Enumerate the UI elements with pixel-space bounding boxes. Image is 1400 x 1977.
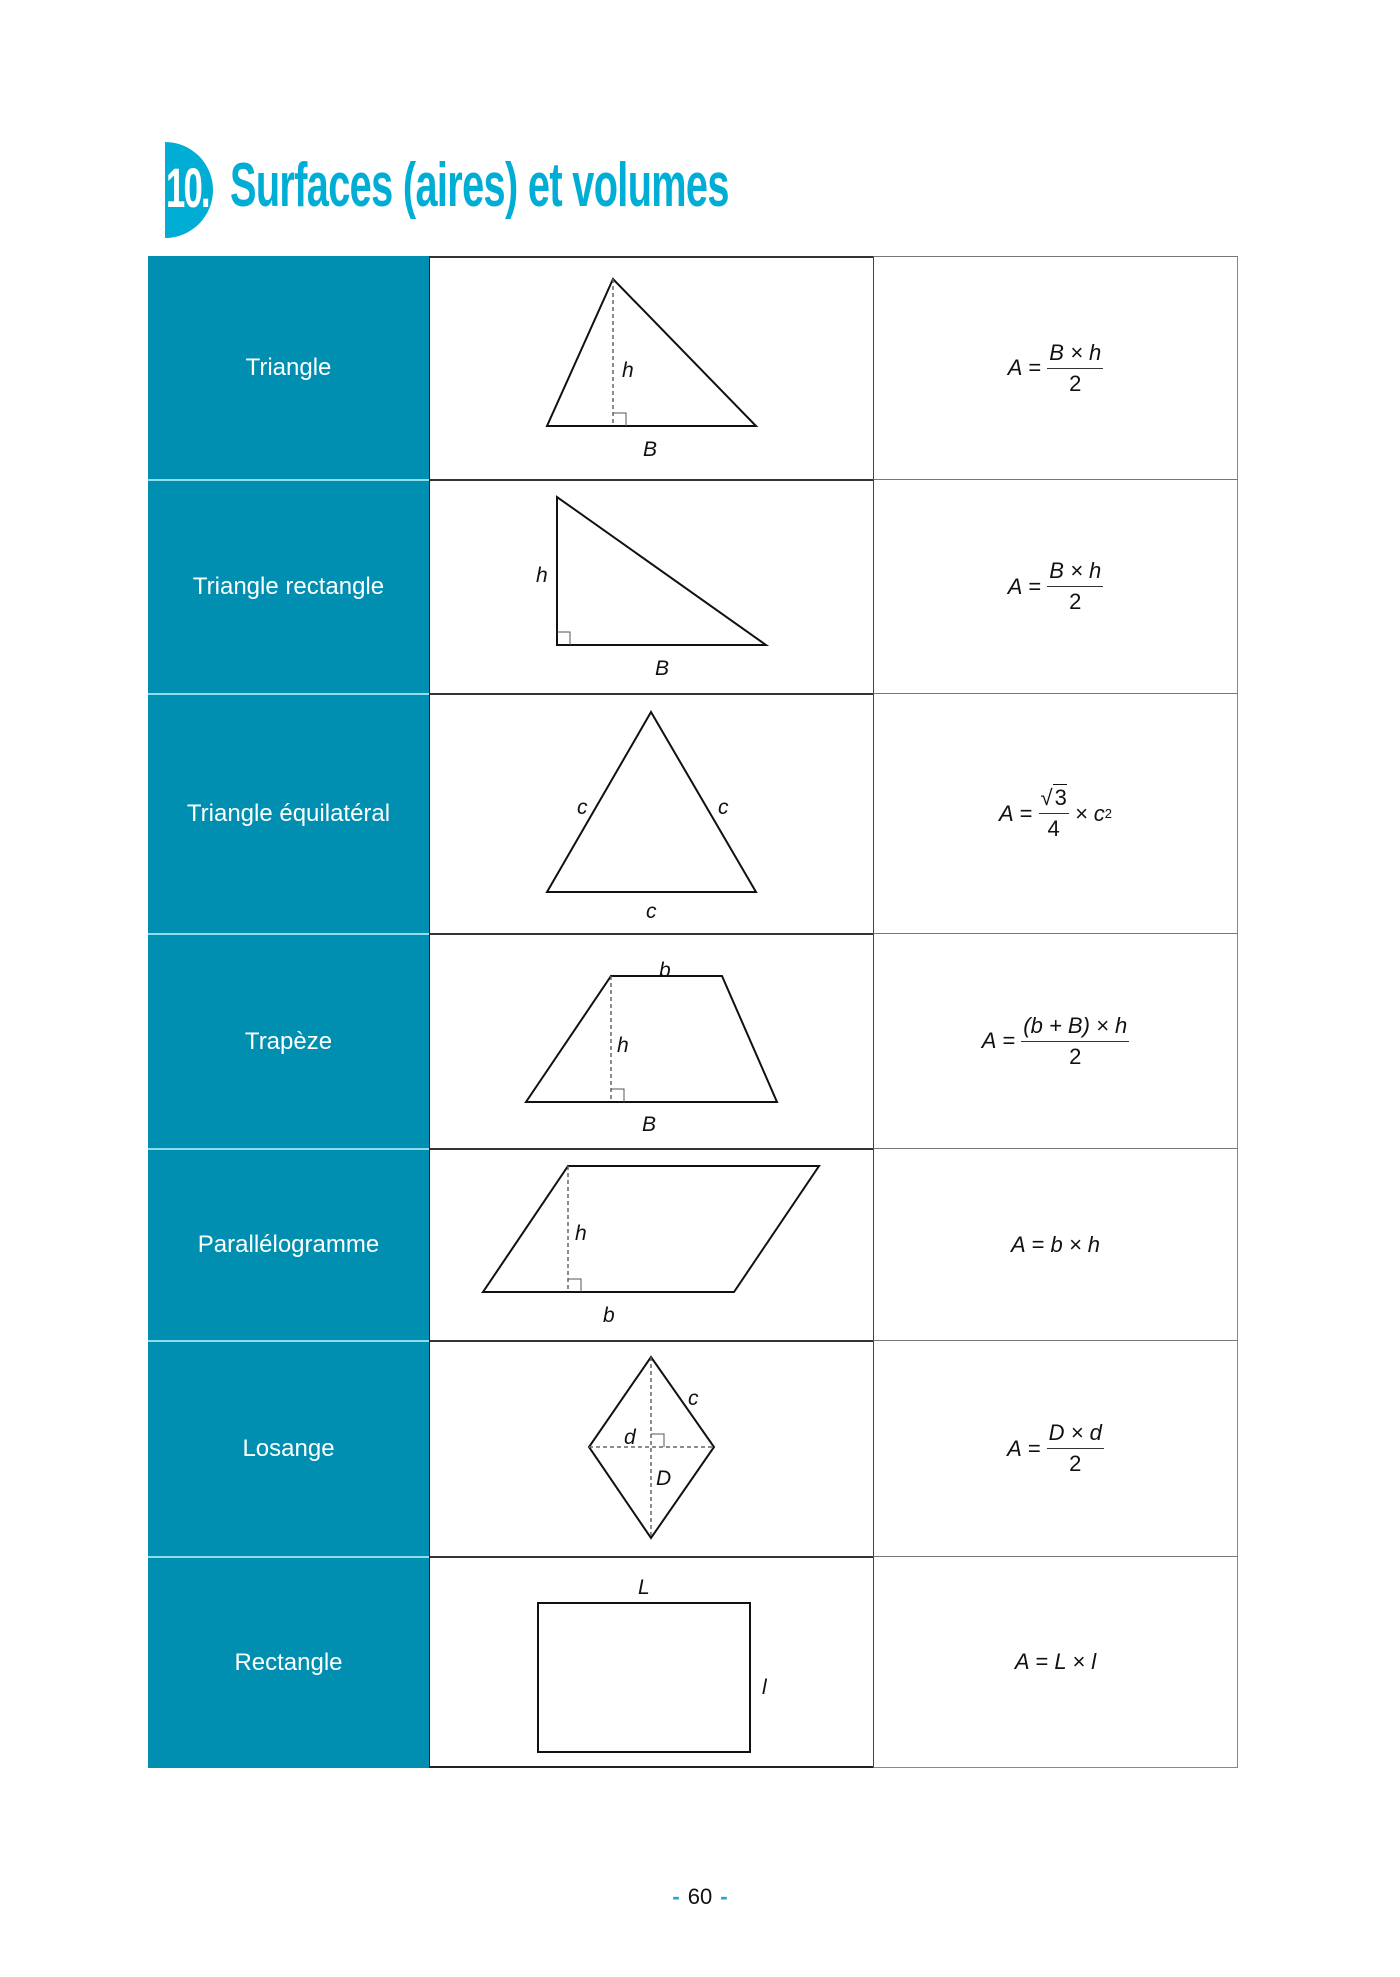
row-label: Rectangle xyxy=(148,1556,429,1768)
formula-tail: × c xyxy=(1074,800,1105,826)
figure-cell xyxy=(429,693,874,933)
formula-denominator: 2 xyxy=(1069,370,1082,396)
row-label: Trapèze xyxy=(148,933,429,1148)
page-dash-right: - xyxy=(720,1884,728,1909)
figure-cell xyxy=(429,479,874,693)
label-B: B xyxy=(643,438,658,461)
formula: A = $\frac{(b + B) \times h}{2}$ xyxy=(981,1012,1128,1069)
formula-cell xyxy=(873,1556,1238,1768)
label-h: h xyxy=(575,1222,587,1245)
table-row-rectangle xyxy=(148,1556,1237,1768)
formula: A = $\frac{B \times h}{2}$ xyxy=(1007,558,1102,614)
formula-cell xyxy=(873,693,1238,933)
table-row-triangle xyxy=(148,256,1237,479)
formula: A = $\frac{B \times h}{2}$ xyxy=(1007,339,1102,396)
table-row-trapezoid xyxy=(148,933,1237,1148)
label-B: B xyxy=(655,657,670,680)
figure-cell xyxy=(429,933,874,1148)
label-d: d xyxy=(624,1426,636,1449)
label-l: l xyxy=(762,1676,767,1699)
formula-numerator: D × d xyxy=(1047,1420,1104,1449)
formula-denominator: 4 xyxy=(1047,816,1060,841)
formula-exponent: 2 xyxy=(1104,806,1113,821)
formula-rhs: L × l xyxy=(1054,1649,1097,1674)
formula-cell xyxy=(873,1340,1238,1556)
label-B: B xyxy=(642,1113,657,1136)
formula: A = b × h xyxy=(1010,1231,1101,1257)
page-number-value: 60 xyxy=(687,1884,713,1909)
figure-cell xyxy=(429,1340,874,1556)
table-row-parallelogram xyxy=(148,1148,1237,1340)
formula-numerator: B × h xyxy=(1047,340,1103,369)
label-h: h xyxy=(622,359,634,382)
figure-cell xyxy=(429,1148,874,1340)
formula-cell xyxy=(873,1148,1238,1340)
formula: A = $\frac{√3}{4}$ × c 2 xyxy=(998,785,1113,841)
row-label: Triangle équilatéral xyxy=(148,693,429,933)
row-label: Triangle rectangle xyxy=(148,479,429,693)
page-number xyxy=(0,1884,1400,1910)
table-row-rhombus xyxy=(148,1340,1237,1556)
label-b: b xyxy=(603,1304,615,1327)
label-c: c xyxy=(688,1387,699,1410)
formula-lhs: A xyxy=(1010,1231,1026,1257)
formula-cell xyxy=(873,479,1238,693)
page-title: Surfaces (aires) et volumes xyxy=(230,151,729,220)
formula-denominator: 2 xyxy=(1069,1043,1082,1069)
formula-denominator: 2 xyxy=(1069,1451,1082,1476)
formula-numerator: (b + B) × h xyxy=(1021,1013,1129,1042)
page-dash-left: - xyxy=(672,1884,680,1909)
formula-lhs: A xyxy=(1007,573,1023,599)
formula-cell xyxy=(873,933,1238,1148)
formula-numerator: B × h xyxy=(1047,558,1103,587)
label-c: c xyxy=(646,900,657,923)
formula-lhs: A xyxy=(998,800,1014,826)
table-row-equilateral-triangle xyxy=(148,693,1237,933)
row-label: Parallélogramme xyxy=(148,1148,429,1340)
formula: A = L × l xyxy=(1014,1649,1097,1674)
label-c: c xyxy=(577,796,588,819)
label-b: b xyxy=(659,959,671,982)
figure-cell xyxy=(429,1556,874,1768)
figure-cell xyxy=(429,256,874,479)
label-L: L xyxy=(638,1576,650,1599)
formula-cell xyxy=(873,256,1238,479)
formula-rhs: b × h xyxy=(1050,1231,1101,1257)
row-label: Losange xyxy=(148,1340,429,1556)
formula-lhs: A xyxy=(981,1028,997,1053)
section-number: 10. xyxy=(166,156,209,219)
formula-denominator: 2 xyxy=(1069,589,1082,614)
formula: A = $\frac{D \times d}{2}$ xyxy=(1007,1420,1102,1476)
row-label: Triangle xyxy=(148,256,429,479)
label-h: h xyxy=(617,1034,629,1057)
label-h: h xyxy=(536,564,548,587)
label-D: D xyxy=(656,1467,672,1490)
formula-lhs: A xyxy=(1007,1435,1022,1461)
formula-numerator: √3 xyxy=(1039,785,1069,814)
formula-lhs: A xyxy=(1014,1649,1030,1674)
formula-lhs: A xyxy=(1007,355,1023,380)
table-row-right-triangle xyxy=(148,479,1237,693)
label-c: c xyxy=(718,796,729,819)
